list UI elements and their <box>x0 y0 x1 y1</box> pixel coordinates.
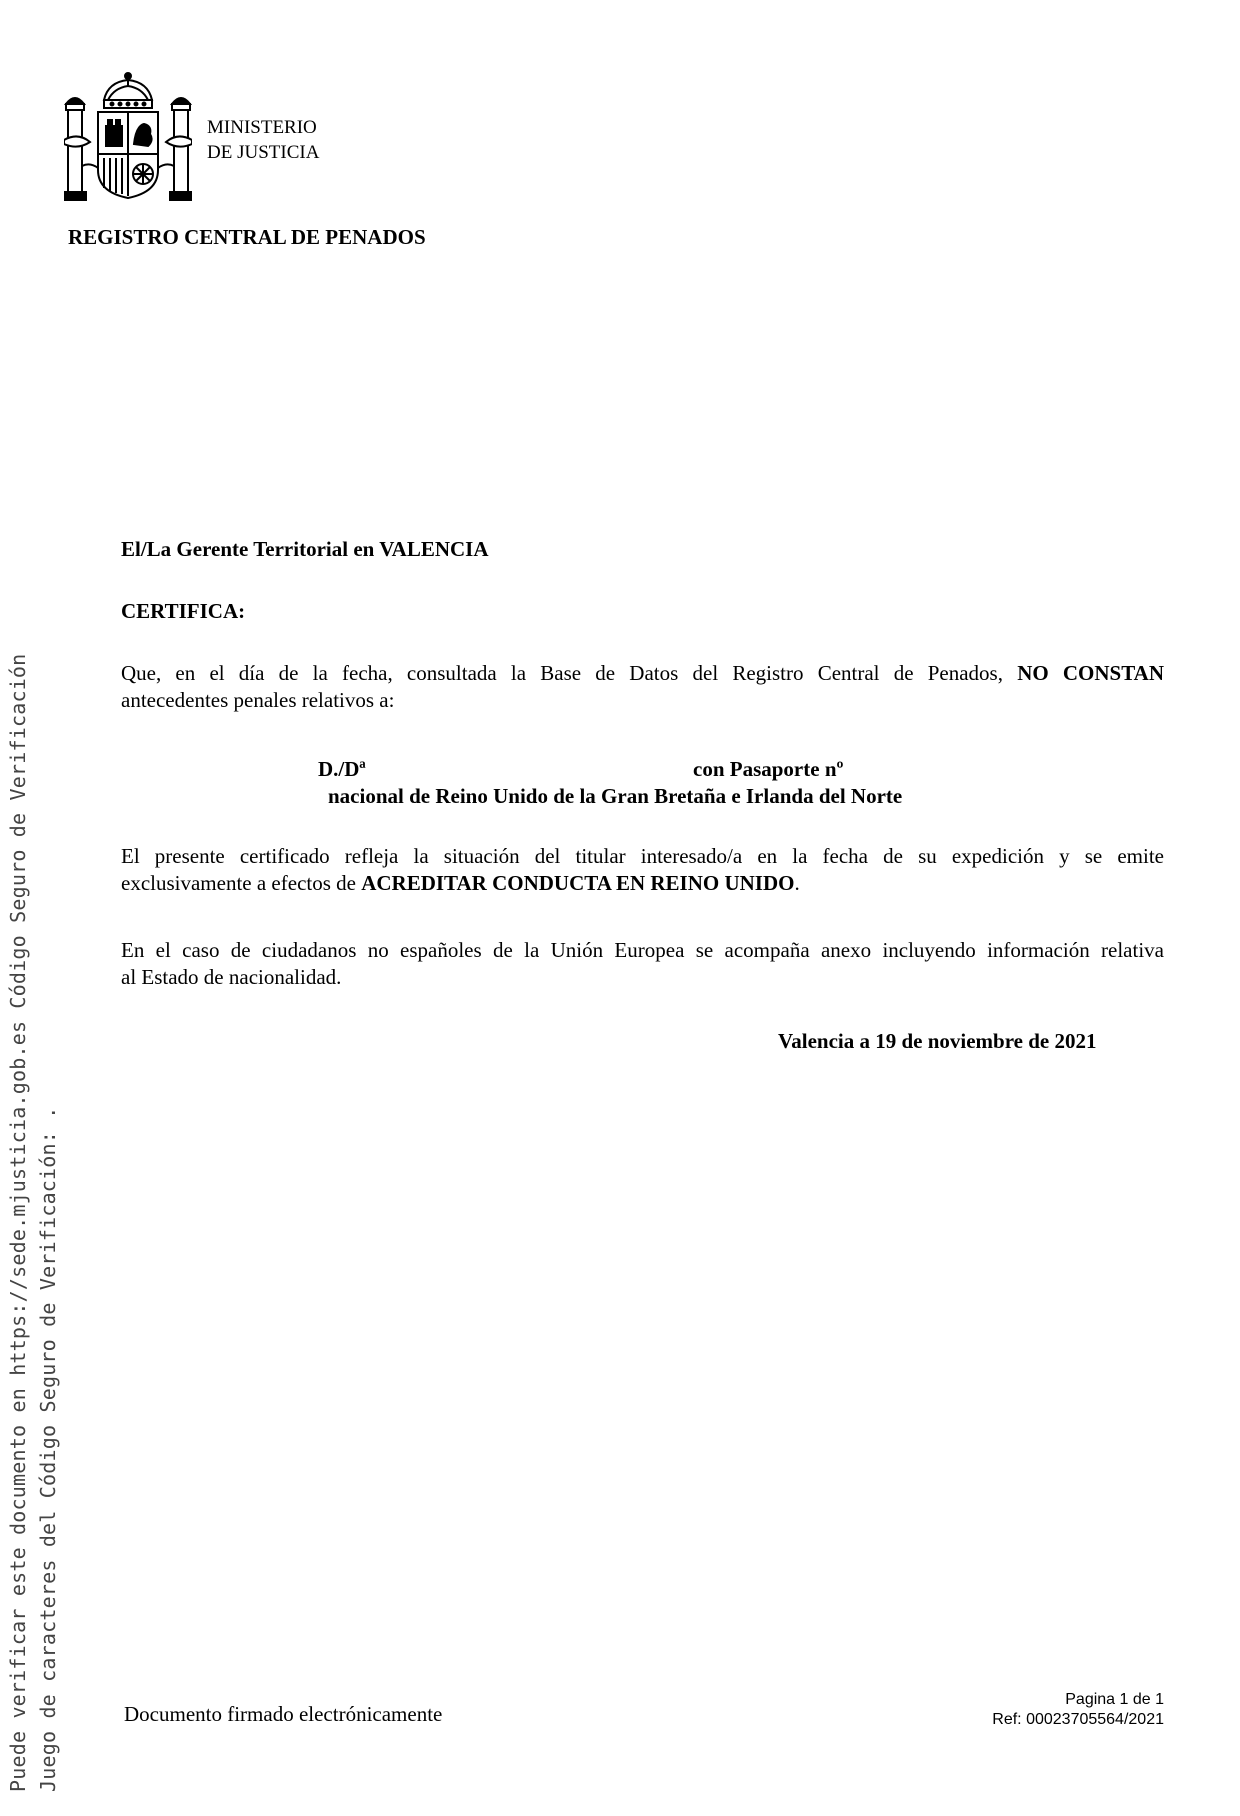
place-date: Valencia a 19 de noviembre de 2021 <box>778 1029 1097 1053</box>
purpose-end: . <box>794 871 800 895</box>
ministry-line2: DE JUSTICIA <box>207 142 320 163</box>
purpose-text: exclusivamente a efectos de <box>121 871 356 895</box>
verification-code-text: Juego de caracteres del Código Seguro de Verificación: . <box>36 1106 60 1792</box>
paragraph-records-line1 <box>121 660 1164 687</box>
paragraph-records-line2: antecedentes penales relativos a: <box>121 688 395 712</box>
records-text: Que, en el día de la fecha, consultada la Base de Datos del Registro Central de Penados, <box>121 661 1003 685</box>
paragraph-purpose <box>121 843 1164 897</box>
issuer-heading: El/La Gerente Territorial en VALENCIA <box>121 537 489 561</box>
page-number: Pagina 1 de 1 <box>1065 1691 1164 1708</box>
subject-label: D./Dª <box>318 757 366 781</box>
ministry-line1: MINISTERIO <box>207 117 317 138</box>
coat-of-arms-icon <box>64 70 192 206</box>
paragraph-records <box>121 660 1164 714</box>
no-records-text: NO CONSTAN <box>1017 661 1165 685</box>
registry-title: REGISTRO CENTRAL DE PENADOS <box>68 225 426 249</box>
paragraph-eu-annex <box>121 937 1164 991</box>
nationality-text: nacional de Reino Unido de la Gran Bretaña e Irlanda del Norte <box>328 784 903 808</box>
certifica-heading: CERTIFICA: <box>121 599 246 623</box>
purpose-bold: ACREDITAR CONDUCTA EN REINO UNIDO <box>361 871 795 895</box>
paragraph-purpose-line1: El presente certificado refleja la situación del titular interesado/a en la fecha de su expedición y se emite <box>121 844 1164 868</box>
paragraph-eu-line1: En el caso de ciudadanos no españoles de la Unión Europea se acompaña anexo incluyendo información relativa <box>121 938 1164 962</box>
paragraph-eu-line2: al Estado de nacionalidad. <box>121 965 342 989</box>
paragraph-purpose-line2 <box>121 871 800 895</box>
page-reference <box>992 1690 1164 1730</box>
signed-notice: Documento firmado electrónicamente <box>124 1702 443 1726</box>
passport-label: con Pasaporte nº <box>693 757 844 781</box>
reference-number: Ref: 00023705564/2021 <box>992 1711 1164 1728</box>
verification-url-text: Puede verificar este documento en https://sede.mjusticia.gob.es Código Seguro de Verificación <box>6 653 30 1792</box>
ministry-name <box>207 115 319 165</box>
